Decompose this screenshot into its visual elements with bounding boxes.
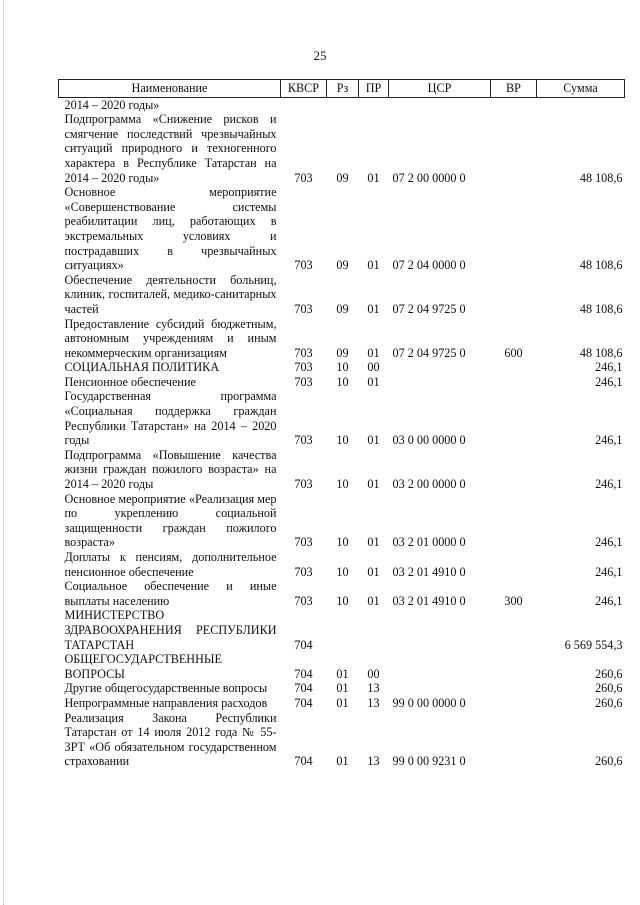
row-sum: 246,1 bbox=[595, 433, 623, 448]
row-sum: 260,6 bbox=[595, 666, 623, 681]
row-pr: 01 bbox=[367, 170, 380, 185]
row-vr bbox=[491, 185, 537, 273]
row-pr: 13 bbox=[367, 695, 380, 710]
column-header-rz: Рз bbox=[327, 80, 359, 98]
table-row bbox=[59, 273, 625, 317]
row-csr: 03 2 01 4910 0 bbox=[392, 564, 466, 579]
row-name: Другие общегосударственные вопросы bbox=[64, 681, 268, 696]
row-pr: 01 bbox=[367, 433, 380, 448]
row-csr bbox=[389, 360, 491, 375]
row-sum: 246,1 bbox=[595, 360, 623, 375]
row-vr bbox=[491, 696, 537, 711]
row-vr bbox=[491, 681, 537, 696]
row-pr bbox=[359, 608, 389, 652]
row-csr: 03 2 00 0000 0 bbox=[392, 477, 466, 492]
table-row bbox=[59, 681, 625, 696]
row-csr: 03 2 01 4910 0 bbox=[392, 593, 466, 608]
row-vr bbox=[491, 375, 537, 390]
row-rz: 10 bbox=[336, 374, 349, 389]
column-header-name: Наименование bbox=[59, 80, 281, 98]
row-name: Предоставление субсидий бюджетным, автономным учреждениям и иным некоммерческим организациям bbox=[64, 316, 277, 360]
row-kvsr: 703 bbox=[294, 360, 313, 375]
row-kvsr: 703 bbox=[294, 170, 313, 185]
row-rz: 10 bbox=[336, 360, 349, 375]
row-csr: 99 0 00 9231 0 bbox=[392, 754, 466, 769]
row-pr: 13 bbox=[367, 681, 380, 696]
table-row bbox=[59, 360, 625, 375]
row-vr bbox=[491, 652, 537, 681]
row-kvsr: 703 bbox=[294, 477, 313, 492]
table-row bbox=[59, 389, 625, 447]
table-row bbox=[59, 608, 625, 652]
row-pr: 01 bbox=[367, 258, 380, 273]
row-csr: 07 2 04 9725 0 bbox=[392, 301, 466, 316]
row-vr bbox=[491, 389, 537, 447]
row-pr: 01 bbox=[367, 301, 380, 316]
row-kvsr: 704 bbox=[294, 666, 313, 681]
row-pr: 01 bbox=[367, 593, 380, 608]
row-sum: 48 108,6 bbox=[579, 170, 623, 185]
page-number: 25 bbox=[313, 48, 327, 63]
table-header-row bbox=[59, 80, 625, 98]
row-rz: 09 bbox=[336, 170, 349, 185]
row-rz: 10 bbox=[336, 477, 349, 492]
row-pr: 01 bbox=[367, 374, 380, 389]
row-pr: 01 bbox=[367, 535, 380, 550]
row-sum: 246,1 bbox=[595, 593, 623, 608]
row-csr bbox=[389, 97, 491, 112]
row-vr bbox=[491, 550, 537, 579]
table-row bbox=[59, 550, 625, 579]
table-row bbox=[59, 97, 625, 112]
row-sum: 246,1 bbox=[595, 535, 623, 550]
row-sum: 260,6 bbox=[595, 681, 623, 696]
row-sum: 246,1 bbox=[595, 374, 623, 389]
row-csr: 03 2 01 0000 0 bbox=[392, 535, 466, 550]
table-row bbox=[59, 652, 625, 681]
row-sum: 48 108,6 bbox=[579, 301, 623, 316]
table-row bbox=[59, 492, 625, 550]
row-rz: 09 bbox=[336, 301, 349, 316]
row-rz: 10 bbox=[336, 593, 349, 608]
row-pr: 00 bbox=[367, 666, 380, 681]
row-rz: 10 bbox=[336, 564, 349, 579]
table-row bbox=[59, 317, 625, 361]
row-kvsr: 703 bbox=[294, 374, 313, 389]
row-pr: 01 bbox=[367, 345, 380, 360]
row-kvsr: 703 bbox=[294, 564, 313, 579]
row-name: Подпрограмма «Повышение качества жизни граждан пожилого возраста» на 2014 – 2020 годы bbox=[64, 447, 277, 492]
row-name: Обеспечение деятельности больниц, клиник, госпиталей, медико-санитарных частей bbox=[64, 272, 277, 316]
row-kvsr: 703 bbox=[294, 301, 313, 316]
row-rz: 10 bbox=[336, 433, 349, 448]
row-vr: 300 bbox=[504, 593, 523, 608]
column-header-vr: ВР bbox=[491, 80, 537, 98]
row-sum: 246,1 bbox=[595, 564, 623, 579]
row-name: Основное мероприятие «Реализация мер по укреплению социальной защищенности граждан пожилого возраста» bbox=[64, 491, 277, 550]
table-row bbox=[59, 448, 625, 492]
row-vr bbox=[491, 273, 537, 317]
row-rz bbox=[327, 97, 359, 112]
row-sum: 260,6 bbox=[595, 695, 623, 710]
row-pr: 00 bbox=[367, 360, 380, 375]
row-rz bbox=[327, 608, 359, 652]
row-vr bbox=[491, 97, 537, 112]
row-rz: 01 bbox=[336, 695, 349, 710]
row-kvsr: 704 bbox=[294, 754, 313, 769]
row-name: 2014 – 2020 годы» bbox=[64, 97, 160, 112]
budget-table bbox=[58, 79, 625, 769]
row-name: МИНИСТЕРСТВО ЗДРАВООХРАНЕНИЯ РЕСПУБЛИКИ ТАТАРСТАН bbox=[64, 608, 277, 652]
row-rz: 01 bbox=[336, 681, 349, 696]
row-name: ОБЩЕГОСУДАРСТВЕННЫЕ ВОПРОСЫ bbox=[64, 652, 222, 681]
row-kvsr: 704 bbox=[294, 637, 313, 652]
table-row bbox=[59, 375, 625, 390]
row-kvsr: 703 bbox=[294, 593, 313, 608]
row-vr bbox=[491, 492, 537, 550]
row-kvsr: 703 bbox=[294, 433, 313, 448]
table-row bbox=[59, 579, 625, 608]
row-csr: 07 2 04 0000 0 bbox=[392, 258, 466, 273]
row-name: Непрограммные направления расходов bbox=[64, 695, 268, 710]
row-name: Государственная программа «Социальная поддержка граждан Республики Татарстан» на 2014 – 2020 годы bbox=[64, 389, 277, 448]
row-csr: 07 2 00 0000 0 bbox=[392, 170, 466, 185]
row-rz: 09 bbox=[336, 258, 349, 273]
row-sum: 260,6 bbox=[595, 754, 623, 769]
row-csr bbox=[389, 608, 491, 652]
row-csr bbox=[389, 375, 491, 390]
row-kvsr: 703 bbox=[294, 258, 313, 273]
row-name: Основное мероприятие «Совершенствование системы реабилитации лиц, работающих в экстремальных условиях и пострадавших в чрезвычайных ситуациях» bbox=[64, 185, 277, 273]
row-vr bbox=[491, 360, 537, 375]
row-kvsr: 703 bbox=[294, 535, 313, 550]
column-header-kvsr: КВСР bbox=[281, 80, 327, 98]
row-name: Реализация Закона Республики Татарстан от 14 июля 2012 года № 55-ЗРТ «Об обязательном государственном страховании bbox=[64, 710, 277, 769]
row-pr: 01 bbox=[367, 564, 380, 579]
table-body bbox=[59, 97, 625, 769]
row-vr bbox=[491, 711, 537, 769]
column-header-sum: Сумма bbox=[537, 80, 625, 98]
row-vr bbox=[491, 608, 537, 652]
row-sum bbox=[537, 97, 625, 112]
row-pr bbox=[359, 97, 389, 112]
row-rz: 09 bbox=[336, 345, 349, 360]
row-name: Пенсионное обеспечение bbox=[64, 374, 196, 389]
table-row bbox=[59, 711, 625, 769]
row-vr bbox=[491, 448, 537, 492]
row-vr bbox=[491, 112, 537, 185]
row-rz: 01 bbox=[336, 754, 349, 769]
row-csr: 03 0 00 0000 0 bbox=[392, 433, 466, 448]
row-sum: 48 108,6 bbox=[579, 258, 623, 273]
table-row bbox=[59, 112, 625, 185]
row-vr: 600 bbox=[504, 345, 523, 360]
row-rz: 10 bbox=[336, 535, 349, 550]
table-row bbox=[59, 696, 625, 711]
row-kvsr bbox=[281, 97, 327, 112]
column-header-pr: ПР bbox=[359, 80, 389, 98]
column-header-csr: ЦСР bbox=[389, 80, 491, 98]
row-csr bbox=[389, 681, 491, 696]
row-name: Социальное обеспечение и иные выплаты населению bbox=[64, 579, 277, 608]
row-kvsr: 704 bbox=[294, 681, 313, 696]
row-name: Доплаты к пенсиям, дополнительное пенсионное обеспечение bbox=[64, 550, 277, 579]
row-kvsr: 703 bbox=[294, 345, 313, 360]
margin-line bbox=[3, 0, 4, 905]
row-sum: 6 569 554,3 bbox=[564, 637, 623, 652]
row-sum: 48 108,6 bbox=[579, 345, 623, 360]
row-name: СОЦИАЛЬНАЯ ПОЛИТИКА bbox=[64, 360, 220, 375]
row-pr: 01 bbox=[367, 477, 380, 492]
row-name: Подпрограмма «Снижение рисков и смягчение последствий чрезвычайных ситуаций природного и техногенного характера в Республике Татарстан на 2014 – 2020 годы» bbox=[64, 112, 277, 185]
row-csr: 99 0 00 0000 0 bbox=[392, 695, 466, 710]
row-kvsr: 704 bbox=[294, 695, 313, 710]
row-pr: 13 bbox=[367, 754, 380, 769]
row-rz: 01 bbox=[336, 666, 349, 681]
row-sum: 246,1 bbox=[595, 477, 623, 492]
row-csr bbox=[389, 652, 491, 681]
table-row bbox=[59, 185, 625, 273]
row-csr: 07 2 04 9725 0 bbox=[392, 345, 466, 360]
